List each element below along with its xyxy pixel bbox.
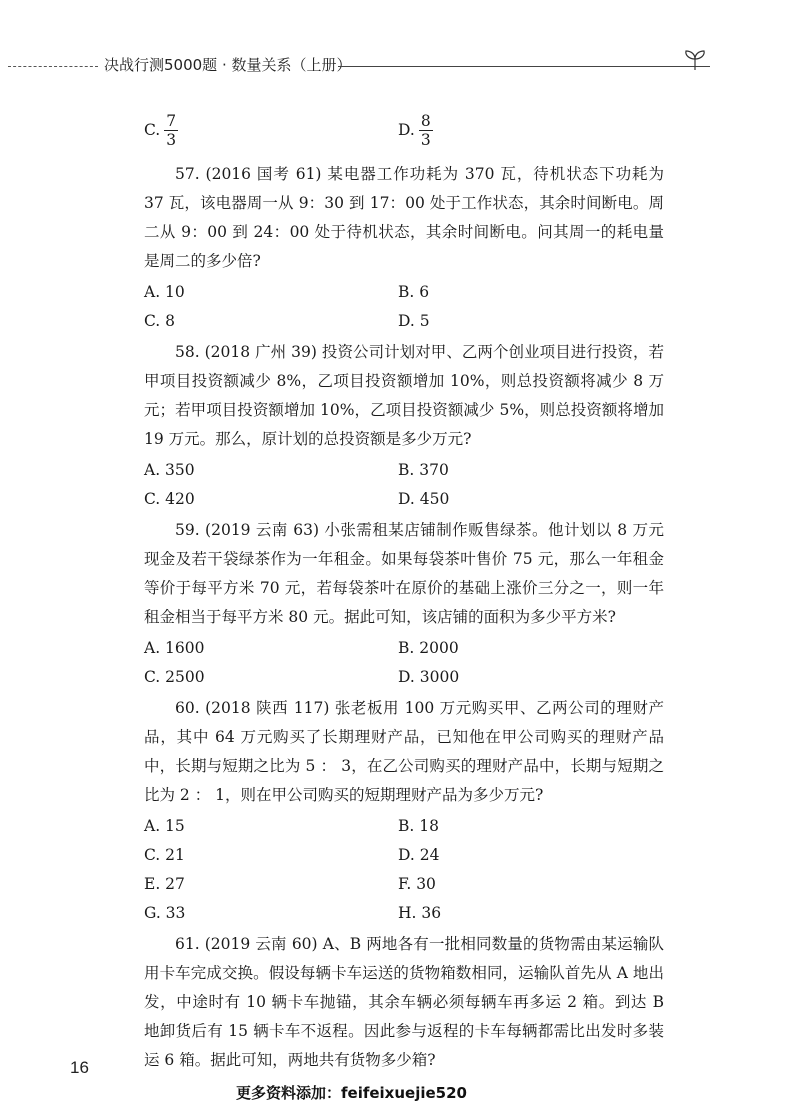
- answer-option: C. 2500: [144, 668, 205, 686]
- option-list: [144, 278, 664, 336]
- question-text: 59. (2019 云南 63) 小张需租某店铺制作贩售绿茶。他计划以 8 万元现金及若干袋绿茶作为一年租金。如果每袋茶叶售价 75 元，那么一年租金等价于每平方米 70 元，若每袋茶叶在原价的基础上涨价三分之一，则一年租金相当于每平方米 80 元。据此可知，该店铺的面积为多少平方米?: [144, 521, 664, 626]
- denominator: 3: [420, 130, 431, 149]
- fraction: [164, 112, 178, 149]
- header-dashed-rule: [8, 66, 98, 67]
- option-list: [144, 634, 664, 692]
- footer-note: 更多资料添加：feifeixuejie520: [236, 1084, 467, 1102]
- numerator: 7: [166, 111, 177, 130]
- answer-option: A. 10: [144, 283, 185, 301]
- answer-option: B. 18: [398, 817, 439, 835]
- answer-option: A. 350: [144, 461, 195, 479]
- answer-option: A. 15: [144, 817, 185, 835]
- answer-option: F. 30: [398, 875, 436, 893]
- answer-option: D. 3000: [398, 668, 460, 686]
- denominator: 3: [166, 130, 177, 149]
- option-c: [144, 102, 398, 158]
- option-list: [144, 456, 664, 514]
- option-list: [144, 812, 664, 928]
- page-body: [144, 100, 664, 1075]
- option-d: [398, 102, 652, 158]
- answer-option: C. 420: [144, 490, 195, 508]
- header-rule: [338, 66, 710, 67]
- answer-option: B. 2000: [398, 639, 459, 657]
- page-number: 16: [70, 1058, 89, 1077]
- book-title: 决战行测5000题 · 数量关系（上册）: [104, 56, 352, 74]
- question-text: 57. (2016 国考 61) 某电器工作功耗为 370 瓦，待机状态下功耗为 37 瓦，该电器周一从 9：30 到 17：00 处于工作状态，其余时间断电。周二从 9：00 到 24：00 处于待机状态，其余时间断电。问其周一的耗电量是周二的多少倍?: [144, 165, 664, 270]
- answer-option: B. 370: [398, 461, 449, 479]
- numerator: 8: [420, 111, 431, 130]
- option-letter: D.: [398, 120, 415, 139]
- answer-option: G. 33: [144, 904, 186, 922]
- prev-question-options: [144, 102, 664, 158]
- answer-option: D. 5: [398, 312, 430, 330]
- answer-option: D. 24: [398, 846, 440, 864]
- fraction: [419, 112, 433, 149]
- answer-option: C. 21: [144, 846, 185, 864]
- sprout-icon: [680, 48, 710, 70]
- answer-option: E. 27: [144, 875, 185, 893]
- question-text: 60. (2018 陕西 117) 张老板用 100 万元购买甲、乙两公司的理财产品，其中 64 万元购买了长期理财产品，已知他在甲公司购买的理财产品中，长期与短期之比为 5 ： 3，在乙公司购买的理财产品中，长期与短期之比为 2 ： 1，则在甲公司购买的短期理财产品为多少万元?: [144, 699, 664, 804]
- answer-option: D. 450: [398, 490, 450, 508]
- answer-option: C. 8: [144, 312, 176, 330]
- running-header: [0, 48, 800, 78]
- option-letter: C.: [144, 120, 161, 139]
- question-text: 58. (2018 广州 39) 投资公司计划对甲、乙两个创业项目进行投资，若甲项目投资额减少 8%，乙项目投资额增加 10%，则总投资额将减少 8 万元；若甲项目投资额增加 10%，乙项目投资额减少 5%，则总投资额将增加 19 万元。那么，原计划的总投资额是多少万元?: [144, 343, 664, 448]
- question-list: [144, 160, 664, 1075]
- answer-option: H. 36: [398, 904, 442, 922]
- question-text: 61. (2019 云南 60) A、B 两地各有一批相同数量的货物需由某运输队用卡车完成交换。假设每辆卡车运送的货物箱数相同，运输队首先从 A 地出发，中途时有 10 辆卡车抛锚，其余车辆必须每辆车再多运 2 箱。到达 B 地卸货后有 15 辆卡车不返程。因此参与返程的卡车每辆都需比出发时多装运 6 箱。据此可知，两地共有货物多少箱?: [144, 935, 664, 1069]
- answer-option: B. 6: [398, 283, 430, 301]
- answer-option: A. 1600: [144, 639, 205, 657]
